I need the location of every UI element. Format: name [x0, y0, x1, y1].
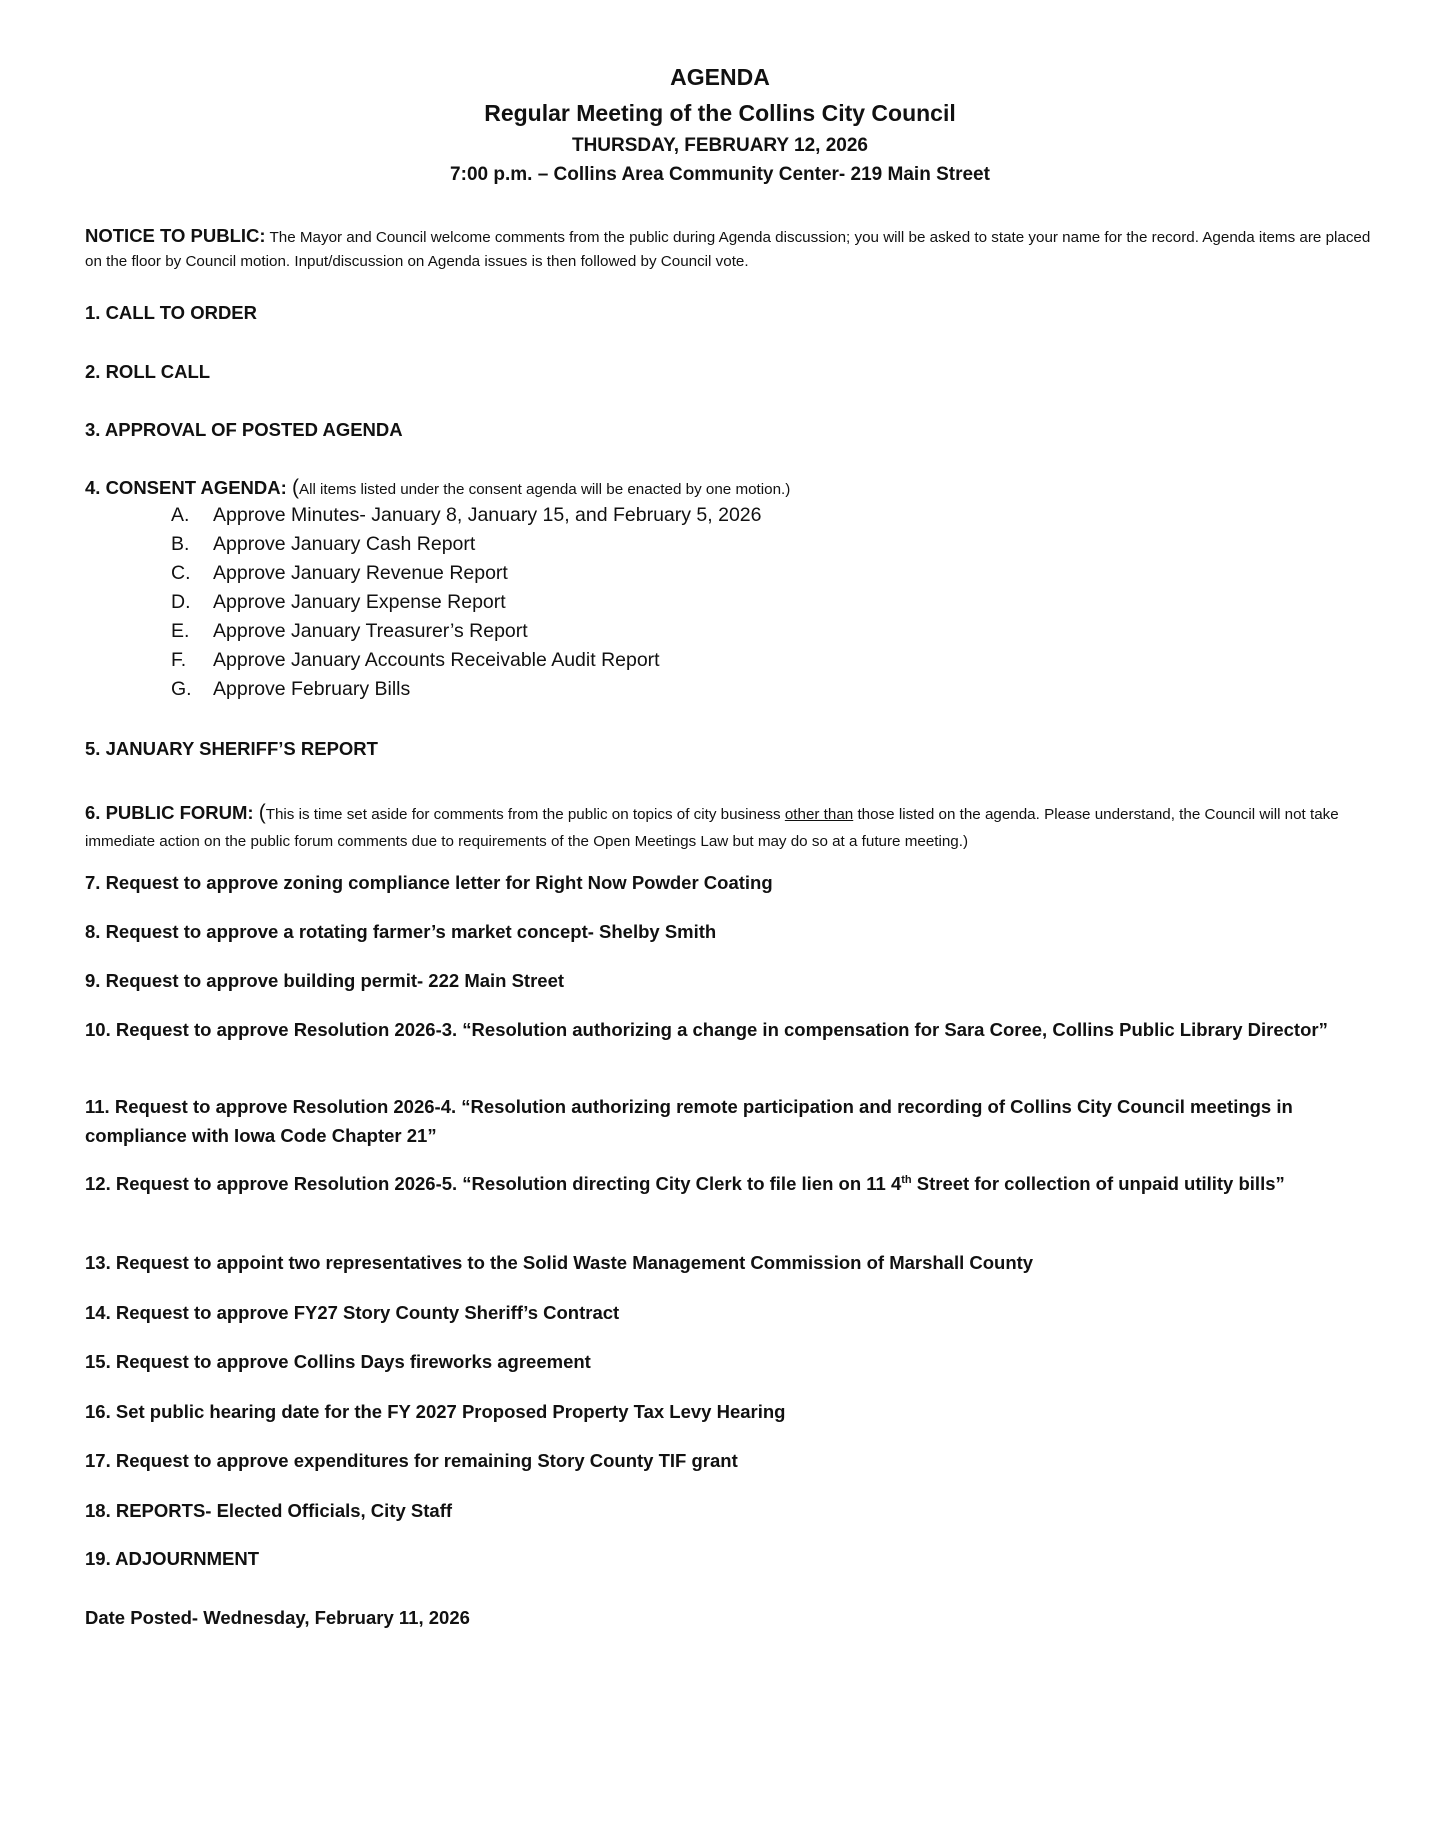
consent-item-text: Approve February Bills: [213, 678, 411, 700]
item-12-sup: th: [901, 1174, 912, 1186]
consent-item: [171, 649, 660, 672]
consent-item: [171, 562, 508, 585]
agenda-title: AGENDA: [670, 64, 770, 90]
date-posted: Date Posted- Wednesday, February 11, 2026: [85, 1607, 470, 1628]
public-forum-label: 6. PUBLIC FORUM:: [85, 802, 259, 823]
item-12-text: 12. Request to approve Resolution 2026-5. “Resolution directing City Clerk to file lien on 11 4: [85, 1173, 902, 1194]
public-forum-underlined: other than: [784, 806, 854, 823]
consent-item-text: Approve Minutes- January 8, January 15, and February 5, 2026: [213, 504, 762, 526]
agenda-item-12: [85, 1169, 1385, 1198]
consent-item-text: Approve January Revenue Report: [213, 562, 508, 584]
agenda-item-13: 13. Request to appoint two representatives to the Solid Waste Management Commission of Marshall County: [85, 1252, 1034, 1273]
consent-item-letter: E.: [171, 620, 190, 642]
agenda-item-16: 16. Set public hearing date for the FY 2027 Proposed Property Tax Levy Hearing: [85, 1401, 786, 1422]
consent-item-text: Approve January Cash Report: [213, 533, 476, 555]
consent-item: [171, 678, 410, 701]
item-12-text-2: Street for collection of unpaid utility bills”: [911, 1173, 1285, 1194]
agenda-item-17: 17. Request to approve expenditures for remaining Story County TIF grant: [85, 1450, 738, 1471]
agenda-item-2: 2. ROLL CALL: [85, 361, 211, 382]
agenda-item-8: 8. Request to approve a rotating farmer’s market concept- Shelby Smith: [85, 921, 717, 942]
consent-item-letter: G.: [171, 678, 192, 700]
consent-item-text: Approve January Accounts Receivable Audit Report: [213, 649, 660, 671]
public-forum-paren: (: [258, 801, 266, 824]
meeting-time-location: 7:00 p.m. – Collins Area Community Center- 219 Main Street: [450, 164, 990, 185]
agenda-item-19: 19. ADJOURNMENT: [85, 1548, 260, 1569]
consent-agenda-label: 4. CONSENT AGENDA:: [85, 477, 292, 498]
agenda-item-7: 7. Request to approve zoning compliance letter for Right Now Powder Coating: [85, 872, 773, 893]
consent-item-text: Approve January Expense Report: [213, 591, 506, 613]
consent-item-letter: D.: [171, 591, 191, 613]
agenda-item-6: [85, 799, 1385, 855]
consent-agenda-note: All items listed under the consent agenda will be enacted by one motion.): [298, 481, 791, 498]
agenda-item-10: 10. Request to approve Resolution 2026-3. “Resolution authorizing a change in compensation for Sara Coree, Collins Public Library Director”: [85, 1019, 1328, 1040]
agenda-item-11: 11. Request to approve Resolution 2026-4. “Resolution authorizing remote participation and recording of Collins City Council meetings in compliance with Iowa Code Chapter 21”: [85, 1096, 1293, 1146]
notice-text: The Mayor and Council welcome comments from the public during Agenda discussion; you will be asked to state your name for the record. Agenda items are placed on the floor by Council motion. Input/discussion on Agenda issues is then followed by Council vote.: [85, 229, 1371, 270]
consent-item: [171, 533, 475, 556]
consent-item-letter: A.: [171, 504, 190, 526]
public-forum-text-2: those listed on the agenda. Please understand, the Council will not take immediate action on the public forum comments due to requirements of the Open Meetings Law but may do so at a future meeting.): [85, 806, 1339, 850]
consent-item-text: Approve January Treasurer’s Report: [213, 620, 528, 642]
agenda-item-5: 5. JANUARY SHERIFF’S REPORT: [85, 738, 378, 759]
agenda-item-4: [85, 476, 790, 500]
agenda-item-14: 14. Request to approve FY27 Story County Sheriff’s Contract: [85, 1302, 620, 1323]
meeting-name: Regular Meeting of the Collins City Council: [484, 100, 956, 126]
agenda-item-3: 3. APPROVAL OF POSTED AGENDA: [85, 419, 403, 440]
consent-item: [171, 591, 506, 614]
agenda-item-1: 1. CALL TO ORDER: [85, 302, 258, 323]
public-forum-text: This is time set aside for comments from the public on topics of city business: [265, 806, 785, 823]
consent-paren: (: [291, 476, 299, 499]
agenda-item-9: 9. Request to approve building permit- 222 Main Street: [85, 970, 565, 991]
agenda-item-18: 18. REPORTS- Elected Officials, City Staff: [85, 1500, 453, 1521]
agenda-item-15: 15. Request to approve Collins Days fireworks agreement: [85, 1351, 591, 1372]
consent-item-letter: B.: [171, 533, 190, 555]
consent-item-letter: C.: [171, 562, 191, 584]
notice-label: NOTICE TO PUBLIC:: [85, 225, 266, 246]
consent-item: [171, 504, 762, 527]
consent-item-letter: F.: [171, 649, 187, 671]
notice-to-public: [85, 224, 1385, 274]
consent-item: [171, 620, 528, 643]
meeting-date: THURSDAY, FEBRUARY 12, 2026: [571, 135, 868, 156]
